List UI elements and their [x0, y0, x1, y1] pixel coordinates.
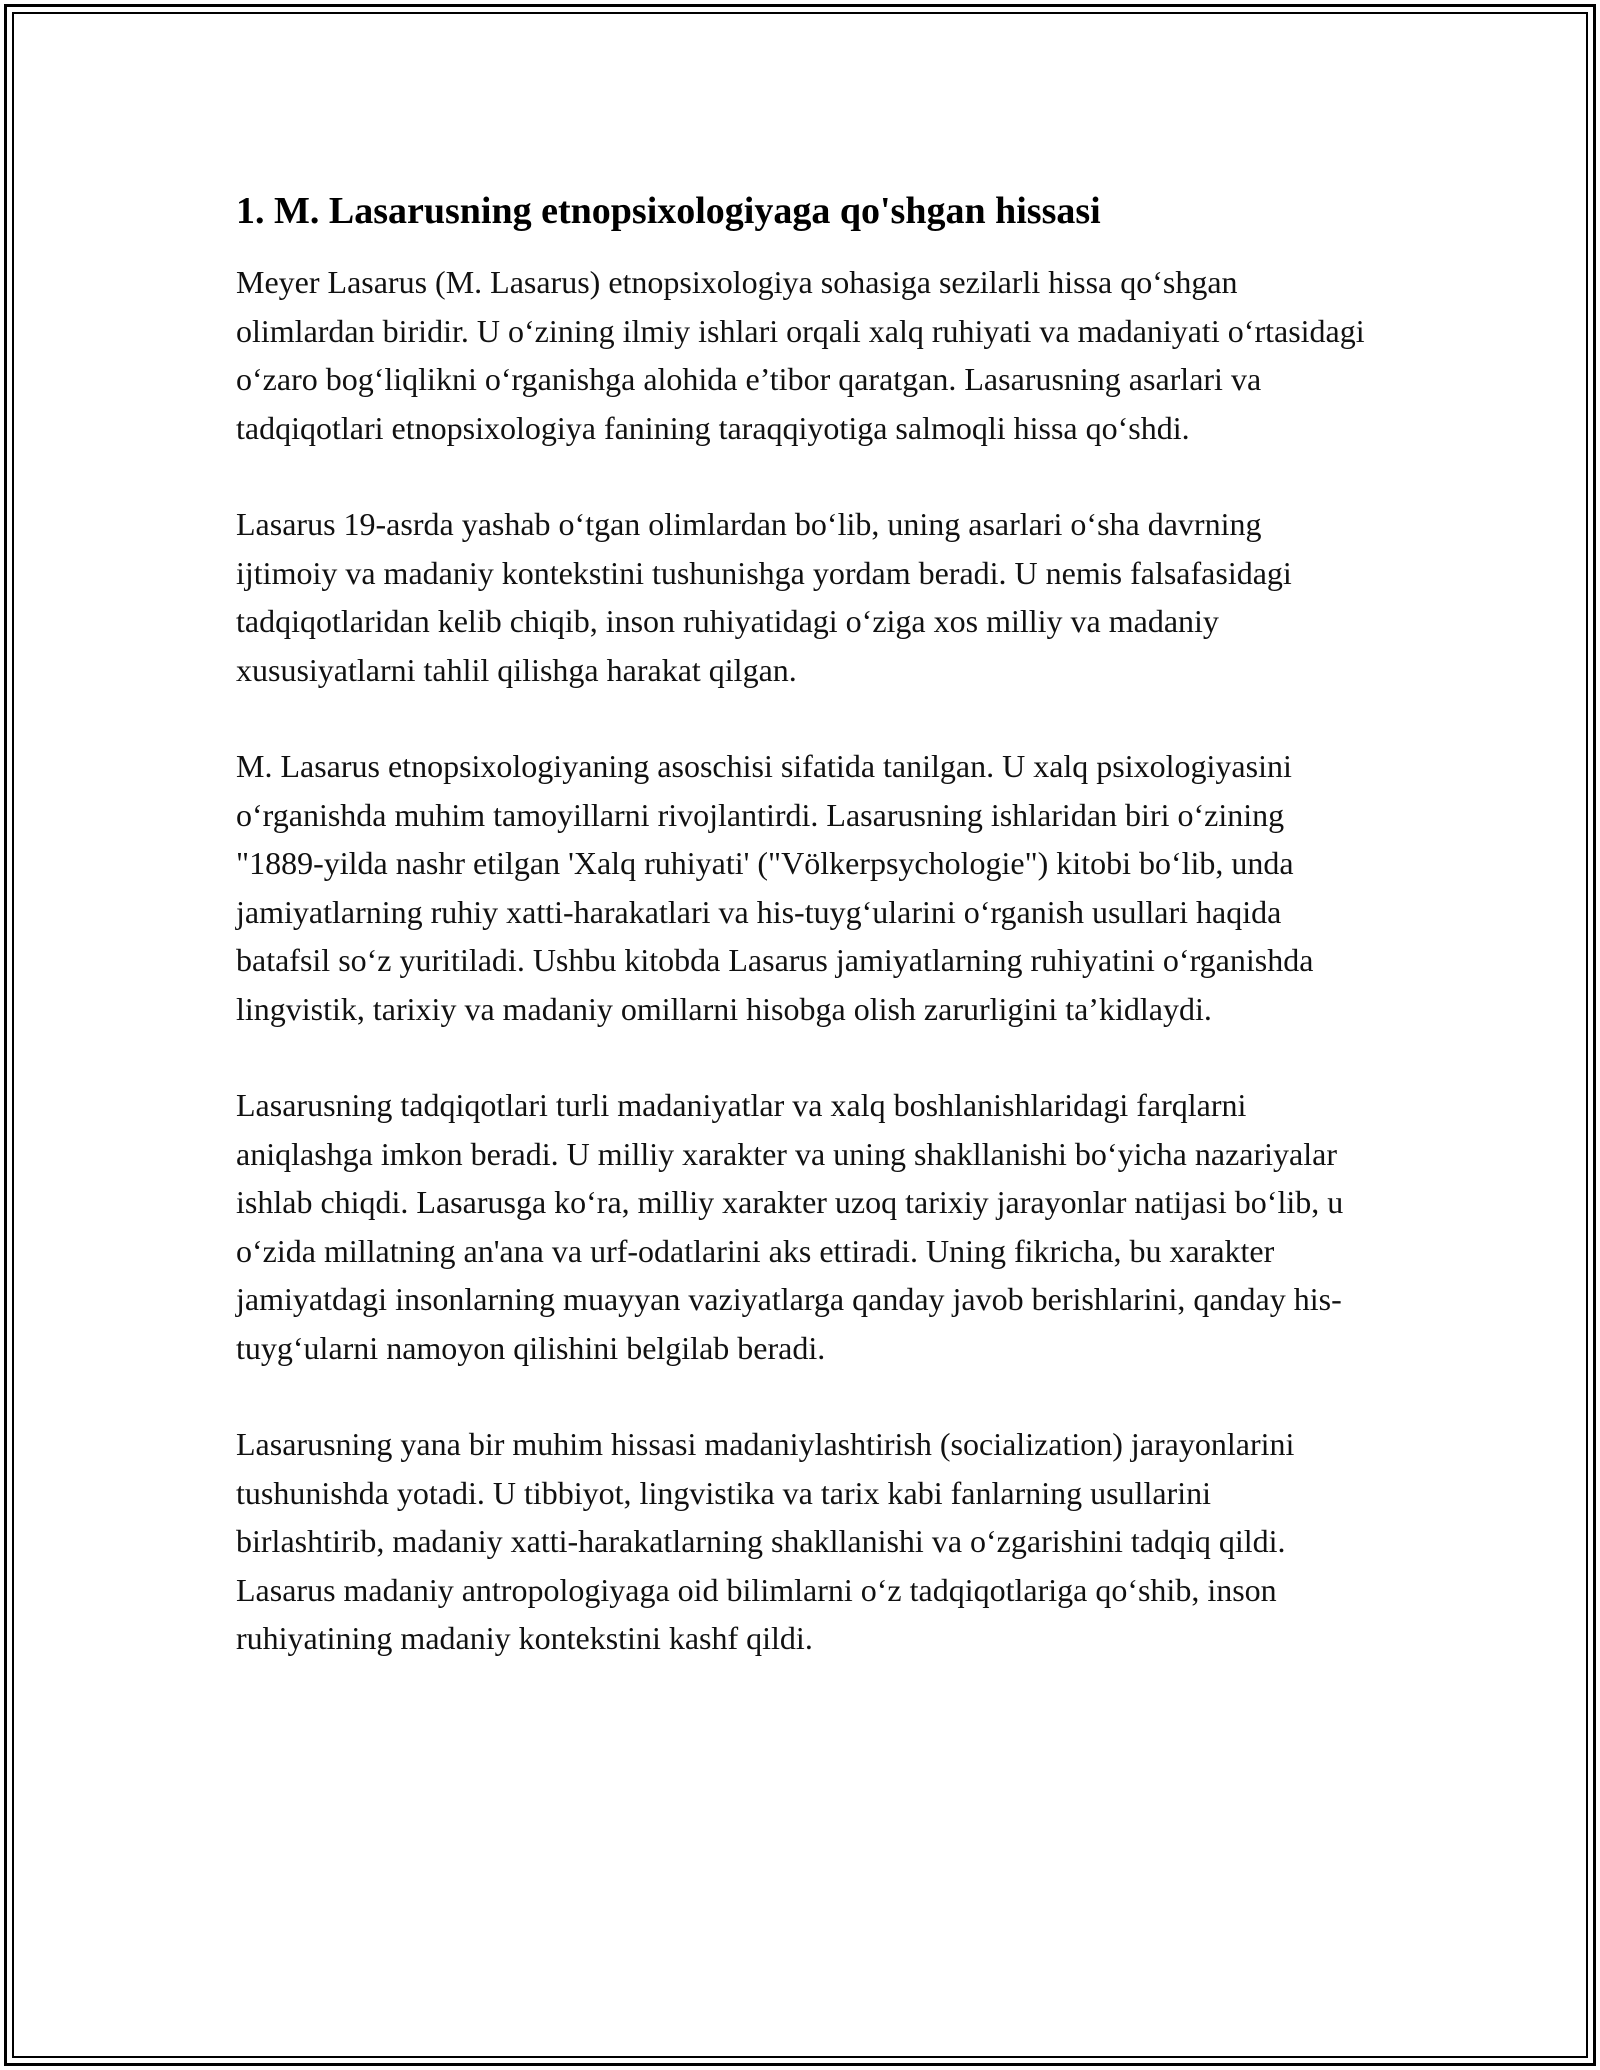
section-title: 1. M. Lasarusning etnopsixologiyaga qo'shgan hissasi — [236, 190, 1101, 232]
paragraph-4: Lasarusning tadqiqotlari turli madaniyatlar va xalq boshlanishlaridagi farqlarni aniqlashga imkon beradi. U milliy xarakter va uning shakllanishi bo‘yicha nazariyalar ishlab chiqdi. Lasarusga ko‘ra, milliy xarakter uzoq tarixiy jarayonlar natijasi bo‘lib, u o‘zida millatning an'ana va urf-odatlarini aks ettiradi. Uning fikricha, bu xarakter jamiyatdagi insonlarning muayyan vaziyatlarga qanday javob berishlarini, qanday his-tuyg‘ularni namoyon qilishini belgilab beradi. — [236, 1087, 1344, 1366]
document-body — [236, 186, 1366, 1711]
paragraph-5: Lasarusning yana bir muhim hissasi madaniylashtirish (socialization) jarayonlarini tushunishda yotadi. U tibbiyot, lingvistika va tarix kabi fanlarning usullarini birlashtirib, madaniy xatti-harakatlarning shakllanishi va o‘zgarishini tadqiq qildi. Lasarus madaniy antropologiyaga oid bilimlarni o‘z tadqiqotlariga qo‘shib, inson ruhiyatining madaniy kontekstini kashf qildi. — [236, 1426, 1295, 1656]
paragraph-2: Lasarus 19-asrda yashab o‘tgan olimlardan bo‘lib, uning asarlari o‘sha davrning ijtimoiy va madaniy kontekstini tushunishga yordam beradi. U nemis falsafasidagi tadqiqotlaridan kelib chiqib, inson ruhiyatidagi o‘ziga xos milliy va madaniy xususiyatlarni tahlil qilishga harakat qilgan. — [236, 506, 1292, 688]
paragraph-3: M. Lasarus etnopsixologiyaning asoschisi sifatida tanilgan. U xalq psixologiyasini o‘rganishda muhim tamoyillarni rivojlantirdi. Lasarusning ishlaridan biri o‘zining "1889-yilda nashr etilgan 'Xalq ruhiyati' ("Völkerpsychologie") kitobi bo‘lib, unda jamiyatlarning ruhiy xatti-harakatlari va his-tuyg‘ularini o‘rganish usullari haqida batafsil so‘z yuritiladi. Ushbu kitobda Lasarus jamiyatlarning ruhiyatini o‘rganishda lingvistik, tarixiy va madaniy omillarni hisobga olish zarurligini ta’kidlaydi. — [236, 748, 1314, 1027]
paragraph-1: Meyer Lasarus (M. Lasarus) etnopsixologiya sohasiga sezilarli hissa qo‘shgan olimlardan biridir. U o‘zining ilmiy ishlari orqali xalq ruhiyati va madaniyati o‘rtasidagi o‘zaro bog‘liqlikni o‘rganishga alohida e’tibor qaratgan. Lasarusning asarlari va tadqiqotlari etnopsixologiya fanining taraqqiyotiga salmoqli hissa qo‘shdi. — [236, 264, 1365, 446]
